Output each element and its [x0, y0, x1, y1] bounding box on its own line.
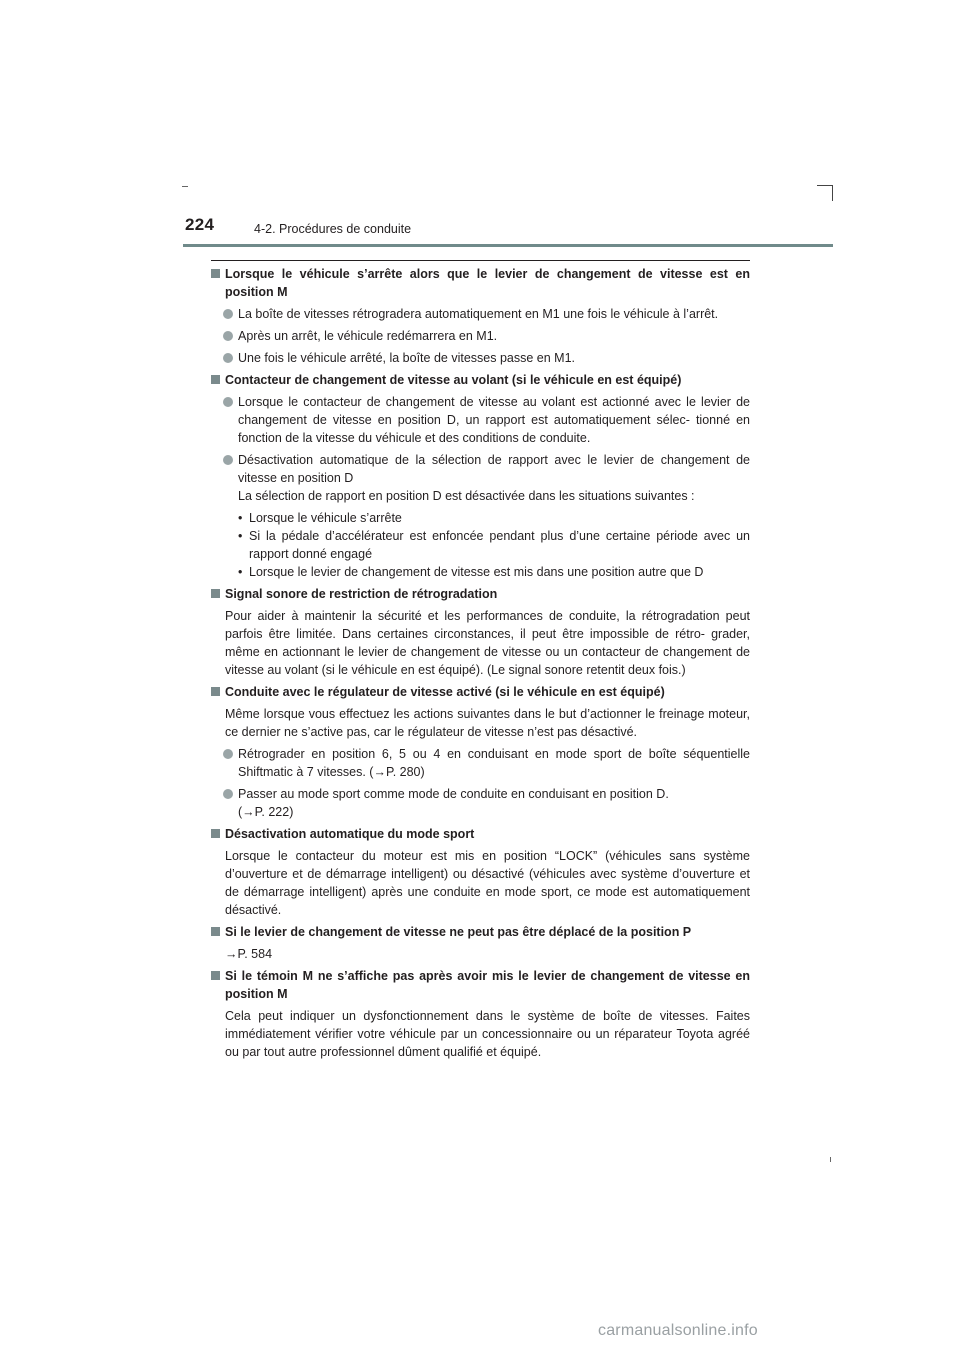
- section-heading: [211, 825, 750, 843]
- square-bullet-icon: [211, 971, 220, 980]
- sub-list-item-text: Lorsque le véhicule s’arrête: [249, 511, 402, 525]
- list-item-text: Après un arrêt, le véhicule redémarrera en M1.: [238, 329, 498, 343]
- section-heading-text: Si le témoin M ne s’affiche pas après avoir mis le levier de changement de vitesse en position M: [225, 969, 750, 1001]
- list-item-text: Passer au mode sport comme mode de conduite en conduisant en position D.: [238, 787, 669, 801]
- list-item: [211, 785, 750, 821]
- section-heading: [211, 371, 750, 389]
- square-bullet-icon: [211, 687, 220, 696]
- paragraph: Pour aider à maintenir la sécurité et les performances de conduite, la rétrogradation peut parfois être limitée. Dans certaines circonstances, il peut être impossible de rétro- grader, même en actionnant le levier de changement de vitesse ou un contacteur de changement de vitesse au volant (si le véhicule en est équipé). (Le signal sonore retentit deux fois.): [225, 609, 750, 677]
- square-bullet-icon: [211, 927, 220, 936]
- section-heading-text: Lorsque le véhicule s’arrête alors que le levier de changement de vitesse est en position M: [225, 267, 750, 299]
- list-item-text: Une fois le véhicule arrêté, la boîte de vitesses passe en M1.: [238, 351, 575, 365]
- crop-mark-top-right: [817, 185, 833, 186]
- list-item: [211, 393, 750, 447]
- crop-mark-bottom-right: [830, 1157, 831, 1162]
- circle-bullet-icon: [223, 309, 233, 319]
- page-content: [211, 265, 750, 1061]
- list-item-text: Désactivation automatique de la sélection de rapport avec le levier de changement de vitesse en position D: [238, 453, 750, 485]
- section-heading: [211, 967, 750, 1003]
- header-rule: [183, 244, 833, 247]
- page-number: 224: [185, 215, 215, 234]
- section-heading-text: Si le levier de changement de vitesse ne peut pas être déplacé de la position P: [225, 925, 692, 939]
- circle-bullet-icon: [223, 353, 233, 363]
- list-item-text: La boîte de vitesses rétrogradera automatiquement en M1 une fois le véhicule à l’arrêt.: [238, 307, 719, 321]
- paragraph: Cela peut indiquer un dysfonctionnement dans le système de boîte de vitesses. Faites immédiatement vérifier votre véhicule par un concessionnaire ou un réparateur Toyota agréé ou par tout autre professionnel dûment qualifié et équipé.: [225, 1009, 750, 1059]
- list-item: [211, 349, 750, 367]
- sub-list-item: [211, 563, 750, 581]
- circle-bullet-icon: [223, 455, 233, 465]
- list-item: [211, 745, 750, 781]
- section-heading: [211, 923, 750, 941]
- sub-list-item-text: Si la pédale d’accélérateur est enfoncée pendant plus d’une certaine période avec un rapport donné engagé: [249, 529, 750, 561]
- square-bullet-icon: [211, 375, 220, 384]
- watermark: carmanualsonline.info: [598, 1322, 758, 1339]
- list-item-text: La sélection de rapport en position D est désactivée dans les situations suivantes :: [238, 489, 695, 503]
- crop-mark-top-left: [182, 186, 188, 187]
- list-item: [211, 327, 750, 345]
- circle-bullet-icon: [223, 749, 233, 759]
- dot-bullet-icon: •: [238, 529, 243, 543]
- square-bullet-icon: [211, 589, 220, 598]
- sub-list-item-text: Lorsque le levier de changement de vitesse est mis dans une position autre que D: [249, 565, 704, 579]
- square-bullet-icon: [211, 269, 220, 278]
- circle-bullet-icon: [223, 331, 233, 341]
- circle-bullet-icon: [223, 789, 233, 799]
- section-heading: [211, 683, 750, 701]
- dot-bullet-icon: •: [238, 565, 243, 579]
- list-item-text: Lorsque le contacteur de changement de vitesse au volant est actionné avec le levier de changement de vitesse en position D, un rapport est automatiquement sélec- tionné en fonction de la vitesse du véhicule et des conditions de conduite.: [238, 395, 750, 445]
- section-title: 4-2. Procédures de conduite: [254, 222, 412, 236]
- paragraph: Lorsque le contacteur du moteur est mis en position “LOCK” (véhicules sans système d’ouverture et de démarrage intelligent) ou désactivé (véhicules avec système d’ouverture et de démarrage intelligent) après une conduite en mode sport, ce mode est automatiquement désactivé.: [225, 849, 750, 917]
- section-heading-text: Désactivation automatique du mode sport: [225, 827, 475, 841]
- section-heading: [211, 585, 750, 603]
- paragraph: Même lorsque vous effectuez les actions suivantes dans le but d’actionner le freinage moteur, ce dernier ne s’active pas, car le régulateur de vitesse n’est pas désactivé.: [225, 707, 750, 739]
- list-item: [211, 451, 750, 505]
- square-bullet-icon: [211, 829, 220, 838]
- list-item-text: Rétrograder en position 6, 5 ou 4 en conduisant en mode sport de boîte séquentielle Shiftmatic à 7 vitesses. (→P. 280): [238, 747, 750, 779]
- list-item-text: (→P. 222): [238, 805, 294, 819]
- circle-bullet-icon: [223, 397, 233, 407]
- section-heading-text: Signal sonore de restriction de rétrogradation: [225, 587, 498, 601]
- page-reference: →P. 584: [225, 947, 273, 961]
- content-top-rule: [211, 260, 750, 261]
- sub-list-item: [211, 509, 750, 527]
- crop-mark-top-right-vertical: [832, 185, 833, 201]
- section-heading: [211, 265, 750, 301]
- dot-bullet-icon: •: [238, 511, 243, 525]
- section-heading-text: Contacteur de changement de vitesse au volant (si le véhicule en est équipé): [225, 373, 682, 387]
- section-heading-text: Conduite avec le régulateur de vitesse activé (si le véhicule en est équipé): [225, 685, 665, 699]
- list-item: [211, 305, 750, 323]
- sub-list-item: [211, 527, 750, 563]
